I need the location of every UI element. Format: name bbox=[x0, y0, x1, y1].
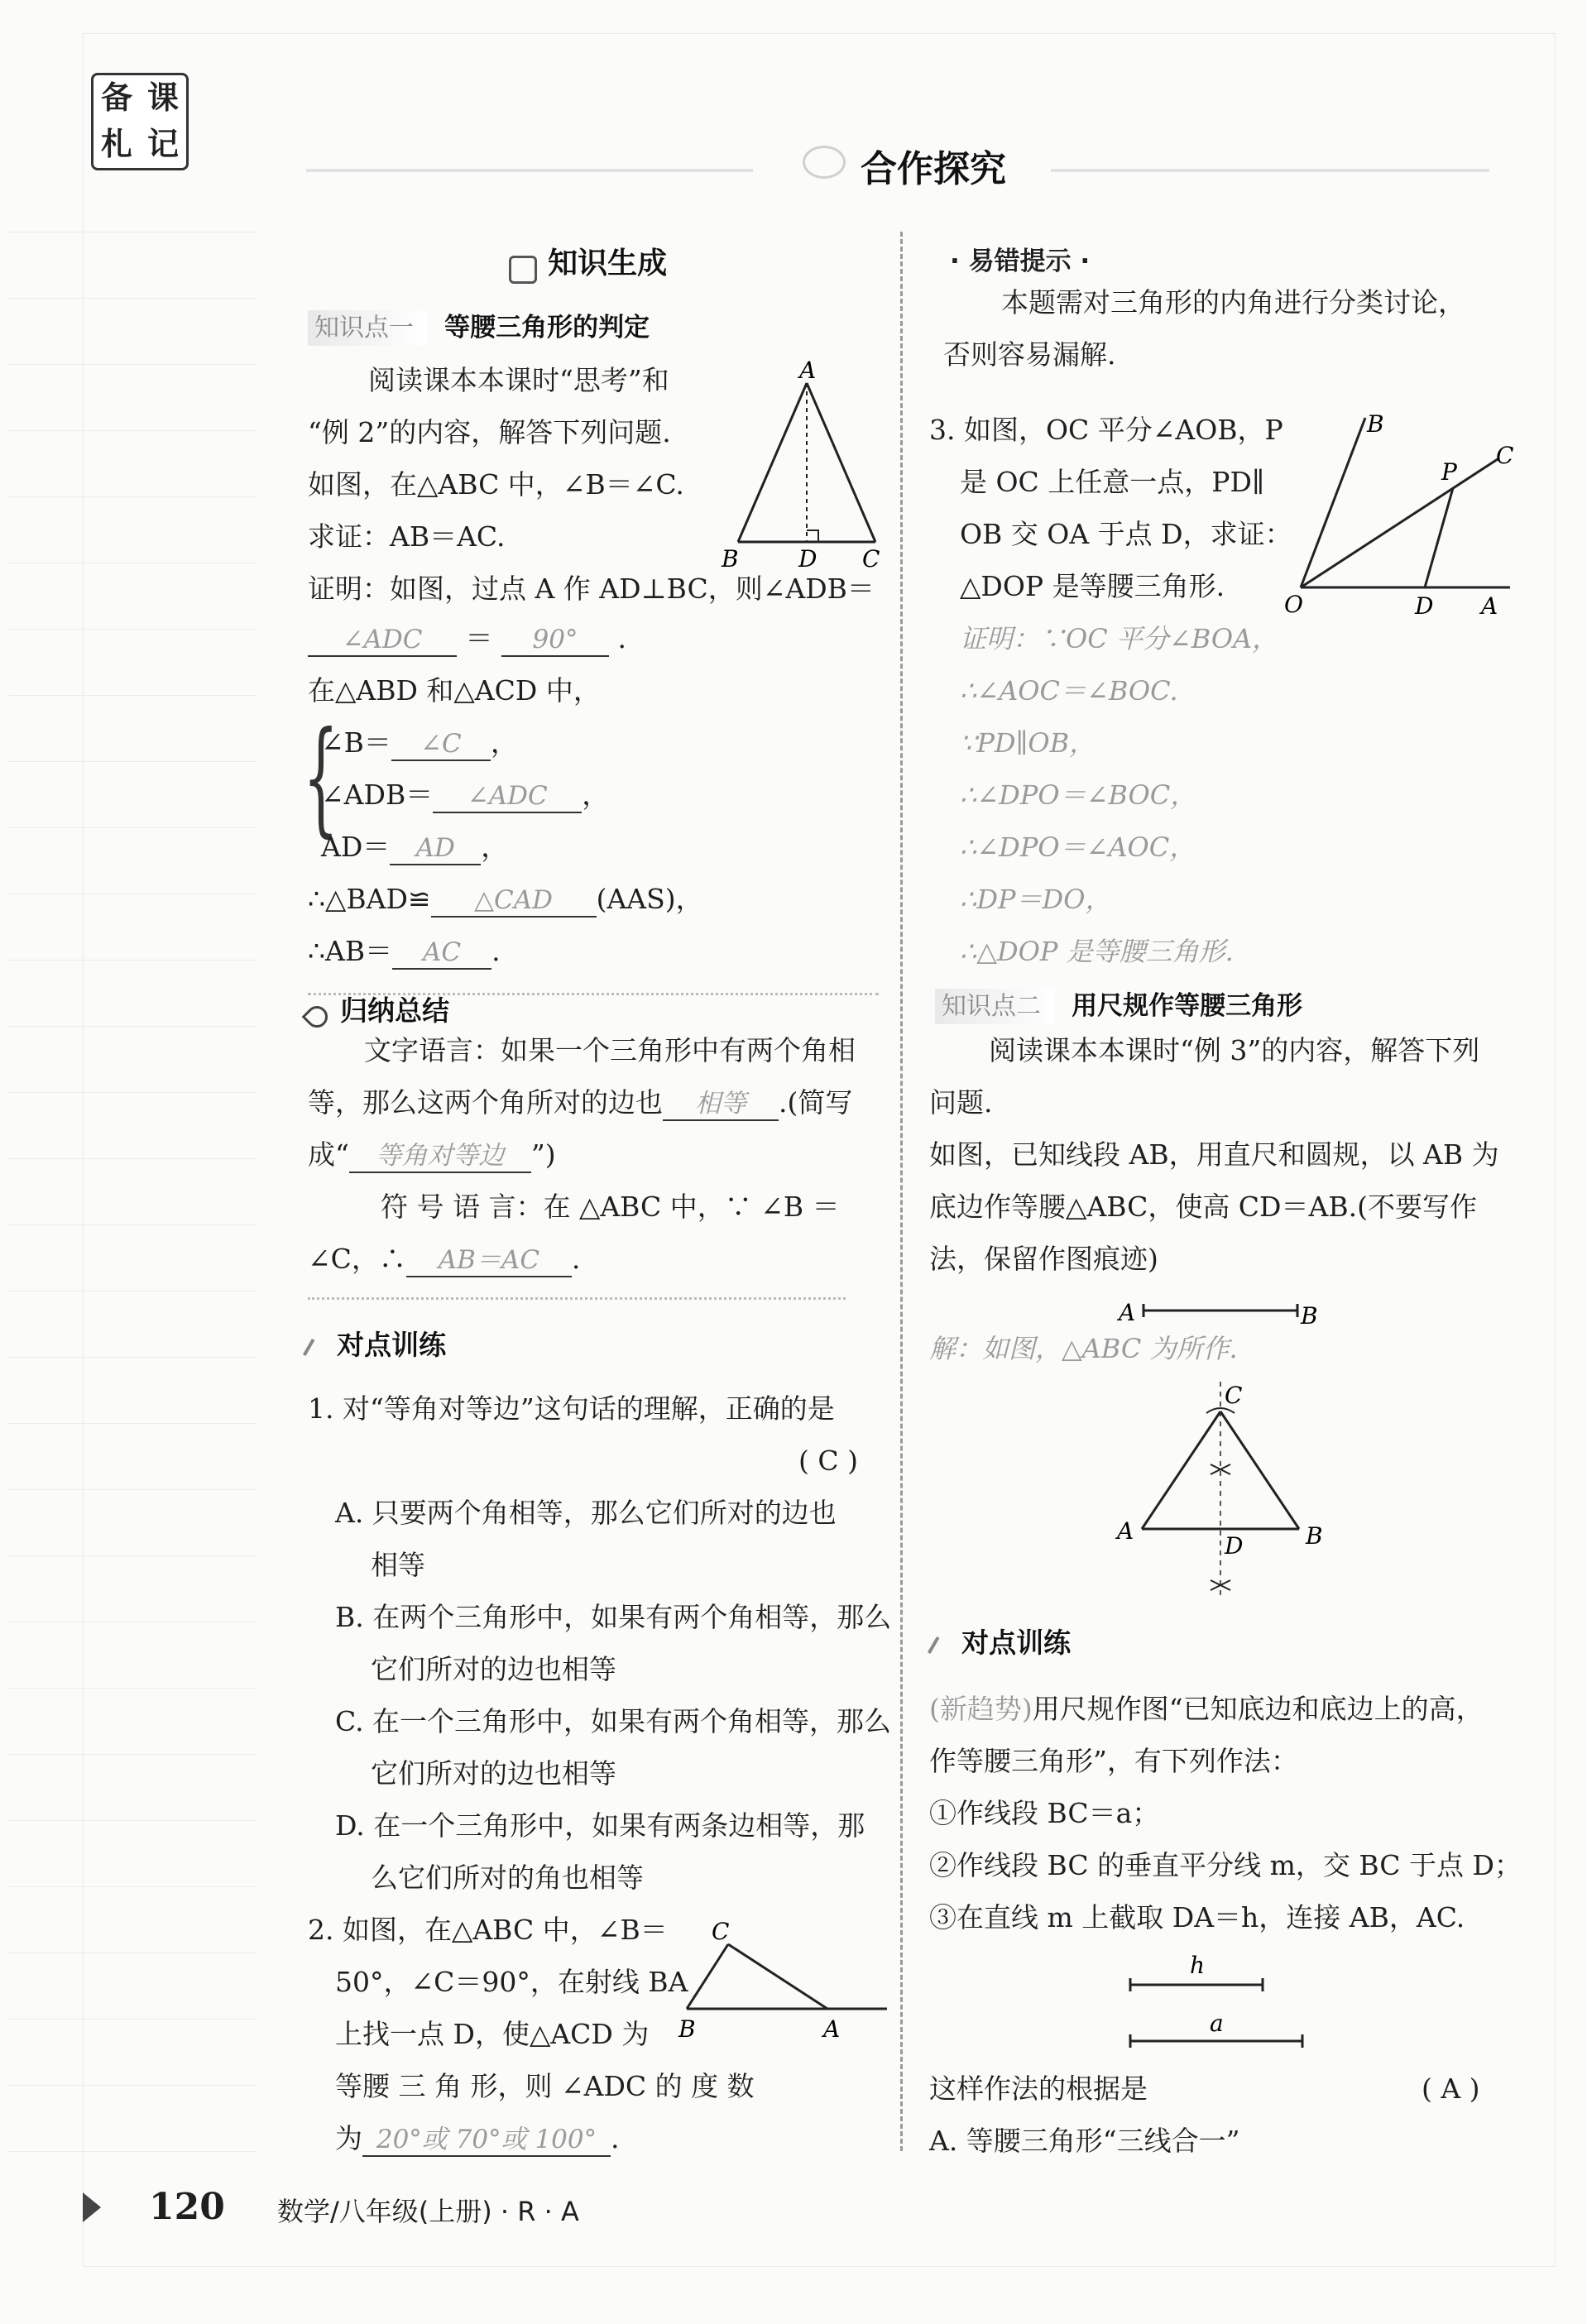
proof-line-1: 证明：如图，过点 A 作 AD⊥BC，则∠ADB＝ bbox=[308, 573, 875, 605]
arrow-decoration-icon bbox=[83, 2192, 101, 2222]
q1-option-c: C. 在一个三角形中，如果有两个角相等，那么 bbox=[335, 1705, 892, 1737]
q2-line-3: 上找一点 D，使△ACD 为 bbox=[335, 2018, 650, 2050]
blank-equal-angles: 等角对等边 bbox=[349, 1140, 531, 1173]
sys1-pre: ∠B＝ bbox=[321, 726, 391, 759]
section-heading-knowledge bbox=[509, 240, 667, 284]
summary-line-2 bbox=[308, 1086, 852, 1121]
fig2-side-bc bbox=[687, 1944, 728, 2009]
conclusion-line-1 bbox=[308, 883, 703, 918]
kp2-label: 知识点二 bbox=[935, 989, 1054, 1024]
q1-option-a: A. 只要两个角相等，那么它们所对的边也 bbox=[335, 1497, 837, 1529]
training-heading-right bbox=[931, 1622, 1071, 1660]
sys1-comma: ， bbox=[490, 726, 518, 759]
eq-sign: ＝ bbox=[465, 622, 493, 654]
blank-ab-ac: AB＝AC bbox=[406, 1244, 572, 1277]
q2-line5-pre: 为 bbox=[335, 2122, 362, 2154]
fig4-side-ca bbox=[1142, 1411, 1220, 1529]
page-title: 合作探究 bbox=[861, 148, 1006, 190]
fig3-ray-ob bbox=[1301, 418, 1365, 587]
sys3-pre: AD＝ bbox=[321, 831, 391, 863]
page-number: 120 bbox=[149, 2186, 225, 2228]
q4-step-1: ①作线段 BC＝a； bbox=[929, 1797, 1160, 1829]
training-title-left: 对点训练 bbox=[337, 1329, 447, 1361]
q1-answer: ( C ) bbox=[798, 1445, 858, 1477]
kp1-title: 等腰三角形的判定 bbox=[444, 313, 650, 343]
sys2-comma: ， bbox=[582, 779, 610, 811]
margin-char-1: 备 bbox=[100, 79, 132, 116]
concl1-pre: ∴△BAD≌ bbox=[308, 883, 431, 915]
fig3-label-a: A bbox=[1481, 592, 1498, 620]
blank-90: 90° bbox=[501, 624, 609, 657]
fig2-label-a: A bbox=[823, 2015, 841, 2043]
summary3-pre: 成“ bbox=[308, 1138, 349, 1171]
magnifier-icon bbox=[803, 146, 846, 179]
blank-adc: ∠ADC bbox=[308, 624, 457, 657]
segment-a-label: a bbox=[1210, 2010, 1224, 2037]
column-divider bbox=[900, 232, 903, 2151]
book-icon bbox=[509, 256, 537, 284]
knowledge-point-1 bbox=[308, 306, 650, 343]
q1-option-b: B. 在两个三角形中，如果有两个角相等，那么 bbox=[335, 1601, 892, 1633]
q2-line-5 bbox=[335, 2122, 620, 2157]
fig3-label-p: P bbox=[1441, 458, 1457, 486]
intro-line-1: 阅读课本本课时“思考”和 bbox=[368, 364, 669, 396]
sys2-pre: ∠ADB＝ bbox=[321, 779, 434, 811]
symbolic2-pre: ∠C，∴ bbox=[308, 1243, 406, 1275]
q1-stem: 1. 对“等角对等边”这句话的理解，正确的是 bbox=[308, 1392, 835, 1425]
fig3-label-o: O bbox=[1284, 591, 1303, 618]
period: . bbox=[617, 622, 626, 654]
q3-line-4: △DOP 是等腰三角形. bbox=[960, 570, 1225, 602]
knowledge-point-2 bbox=[935, 985, 1302, 1022]
q3-proof-line-3: ∵PD∥OB， bbox=[960, 727, 1096, 759]
summary-line-1: 文字语言：如果一个三角形中有两个角相 bbox=[364, 1034, 856, 1066]
segment-label-a: A bbox=[1119, 1299, 1136, 1326]
blank-angle-degrees: 20°或 70°或 100° bbox=[362, 2124, 611, 2157]
symbolic-line-2 bbox=[308, 1243, 580, 1277]
intro-line-2: “例 2”的内容，解答下列问题. bbox=[308, 416, 671, 448]
fig3-label-b: B bbox=[1367, 410, 1384, 438]
fig1-label-d: D bbox=[798, 545, 817, 573]
fig3-label-d: D bbox=[1415, 592, 1434, 620]
q4-line-1 bbox=[929, 1693, 1484, 1726]
fig4-label-c: C bbox=[1225, 1382, 1243, 1409]
q4-option-a: A. 等腰三角形“三线合一” bbox=[929, 2125, 1240, 2157]
fig2-side-ca bbox=[728, 1944, 827, 2009]
summary2-pre: 等，那么这两个角所对的边也 bbox=[308, 1086, 663, 1119]
solution-line: 解：如图，△ABC 为所作. bbox=[929, 1333, 1238, 1364]
margin-char-2: 课 bbox=[146, 79, 179, 116]
summary2-post: .(简写 bbox=[779, 1086, 853, 1119]
pen-icon-right bbox=[928, 1636, 952, 1660]
given-line: 如图，在△ABC 中，∠B＝∠C. bbox=[308, 468, 684, 501]
footer-decoration bbox=[83, 2192, 101, 2226]
kp2-line-5: 法，保留作图痕迹) bbox=[929, 1243, 1158, 1275]
q2-line-1: 2. 如图，在△ABC 中，∠B＝ bbox=[308, 1914, 668, 1946]
figure-segments-h-a bbox=[1117, 1948, 1316, 2056]
kp1-label: 知识点一 bbox=[308, 310, 427, 346]
figure-right-triangle-ray bbox=[670, 1919, 894, 2044]
concl2-pre: ∴AB＝ bbox=[308, 935, 393, 967]
summary3-post: ”) bbox=[530, 1138, 556, 1171]
margin-char-3: 札 bbox=[100, 126, 132, 162]
q4-tag: (新趋势) bbox=[929, 1693, 1033, 1725]
q3-proof-line-7: ∴△DOP 是等腰三角形. bbox=[960, 936, 1234, 967]
summary-line-3 bbox=[308, 1138, 556, 1173]
fig4-label-a: A bbox=[1117, 1517, 1134, 1545]
q1-option-d: D. 在一个三角形中，如果有两条边相等，那 bbox=[335, 1809, 865, 1842]
concl2-post: . bbox=[491, 935, 501, 967]
sys3-comma: ， bbox=[481, 831, 509, 863]
blank-equal: 相等 bbox=[663, 1088, 779, 1121]
blank-cad: △CAD bbox=[431, 884, 597, 918]
q1-option-d-cont: 么它们所对的角也相等 bbox=[371, 1862, 644, 1894]
blank-c: ∠C bbox=[391, 728, 491, 761]
kp2-line-2: 问题. bbox=[929, 1086, 993, 1119]
q4-line1-text: 用尺规作图“已知底边和底边上的高， bbox=[1032, 1693, 1484, 1725]
fig4-side-cb bbox=[1220, 1411, 1299, 1529]
q3-line-2: 是 OC 上任意一点，PD∥ bbox=[960, 466, 1265, 498]
figure-angle-bisector bbox=[1283, 405, 1522, 662]
kp2-line-4: 底边作等腰△ABC，使高 CD＝AB.(不要写作 bbox=[929, 1191, 1477, 1223]
fig1-side-ac bbox=[807, 383, 875, 542]
summary-bottom-rule bbox=[308, 1297, 846, 1300]
q4-line-2: 作等腰三角形”，有下列作法： bbox=[929, 1745, 1298, 1777]
book-info: 数学/八年级(上册) · R · A bbox=[277, 2196, 579, 2227]
tip-line-2: 否则容易漏解. bbox=[943, 338, 1116, 371]
fig4-label-b: B bbox=[1306, 1522, 1323, 1550]
figure-constructed-triangle bbox=[1100, 1373, 1340, 1605]
q3-proof-line-1: 证明：∵OC 平分∠BOA， bbox=[960, 623, 1279, 654]
margin-char-4: 记 bbox=[146, 126, 179, 162]
system-line-3 bbox=[321, 831, 508, 865]
fig1-right-angle-mark bbox=[807, 530, 818, 542]
q2-line5-post: . bbox=[611, 2122, 620, 2154]
kp2-title: 用尺规作等腰三角形 bbox=[1072, 991, 1303, 1021]
q4-ask: 这样作法的根据是 bbox=[929, 2072, 1148, 2105]
tip-line-1: 本题需对三角形的内角进行分类讨论， bbox=[1001, 286, 1465, 319]
fig3-ray-oc bbox=[1301, 459, 1498, 587]
summary-title: 归纳总结 bbox=[340, 994, 450, 1027]
blank-ac: AC bbox=[392, 937, 491, 970]
fig1-side-ab bbox=[738, 383, 807, 542]
prove-line: 求证：AB＝AC. bbox=[308, 520, 506, 553]
summary-heading bbox=[306, 989, 449, 1028]
figure-isosceles-triangle bbox=[720, 360, 894, 579]
notes-margin-box bbox=[91, 73, 189, 170]
tip-title: · 易错提示 · bbox=[950, 247, 1091, 276]
q4-step-3: ③在直线 m 上截取 DA＝h，连接 AB，AC. bbox=[929, 1901, 1465, 1933]
fig2-label-b: B bbox=[678, 2015, 696, 2043]
training-heading-left bbox=[306, 1324, 446, 1363]
system-line-1 bbox=[321, 726, 518, 761]
conclusion-line-2 bbox=[308, 935, 501, 970]
q3-proof-line-6: ∴DP＝DO， bbox=[960, 884, 1112, 915]
q4-answer: ( A ) bbox=[1422, 2072, 1480, 2105]
training-title-right: 对点训练 bbox=[961, 1627, 1072, 1659]
fig3-label-c: C bbox=[1496, 442, 1514, 469]
fig1-label-c: C bbox=[862, 545, 880, 573]
blank-adc-2: ∠ADC bbox=[433, 780, 582, 813]
proof-line-2 bbox=[308, 622, 626, 657]
symbolic2-post: . bbox=[571, 1243, 581, 1275]
fig1-label-a: A bbox=[799, 360, 817, 384]
q2-line-4: 等腰 三 角 形，则 ∠ADC 的 度 数 bbox=[335, 2070, 755, 2102]
fig4-label-d: D bbox=[1225, 1532, 1244, 1560]
segment-h-label: h bbox=[1190, 1952, 1206, 1979]
pencil-icon bbox=[302, 1001, 333, 1032]
system-line-2 bbox=[321, 779, 609, 813]
concl1-post: (AAS)， bbox=[596, 883, 703, 915]
segment-label-b: B bbox=[1301, 1302, 1318, 1330]
blank-ad: AD bbox=[390, 832, 481, 865]
figure-segment-ab bbox=[1117, 1291, 1332, 1332]
q1-option-b-cont: 它们所对的边也相等 bbox=[371, 1653, 616, 1685]
pen-icon bbox=[303, 1338, 328, 1363]
q3-proof-line-4: ∴∠DPO＝∠BOC， bbox=[960, 779, 1197, 811]
kp2-line-1: 阅读课本本课时“例 3”的内容，解答下列 bbox=[989, 1034, 1480, 1066]
symbolic-line-1: 符 号 语 言：在 △ABC 中，∵ ∠B ＝ bbox=[381, 1191, 840, 1223]
q1-option-a-cont: 相等 bbox=[371, 1549, 425, 1581]
q4-step-2: ②作线段 BC 的垂直平分线 m，交 BC 于点 D； bbox=[929, 1849, 1522, 1881]
fig2-label-c: C bbox=[712, 1919, 730, 1945]
section-title: 知识生成 bbox=[548, 247, 668, 280]
q3-line-3: OB 交 OA 于点 D，求证： bbox=[960, 518, 1292, 550]
system-brace: { bbox=[303, 706, 339, 850]
q1-option-c-cont: 它们所对的边也相等 bbox=[371, 1757, 616, 1790]
in-triangle-line: 在△ABD 和△ACD 中， bbox=[308, 674, 601, 707]
q3-proof-line-5: ∴∠DPO＝∠AOC， bbox=[960, 831, 1196, 863]
q3-proof-line-2: ∴∠AOC＝∠BOC. bbox=[960, 675, 1178, 707]
q3-line-1: 3. 如图，OC 平分∠AOB，P bbox=[929, 414, 1283, 446]
fig1-label-b: B bbox=[722, 545, 739, 573]
kp2-line-3: 如图，已知线段 AB，用直尺和圆规，以 AB 为 bbox=[929, 1138, 1499, 1171]
q2-line-2: 50°，∠C＝90°，在射线 BA bbox=[335, 1966, 688, 1998]
